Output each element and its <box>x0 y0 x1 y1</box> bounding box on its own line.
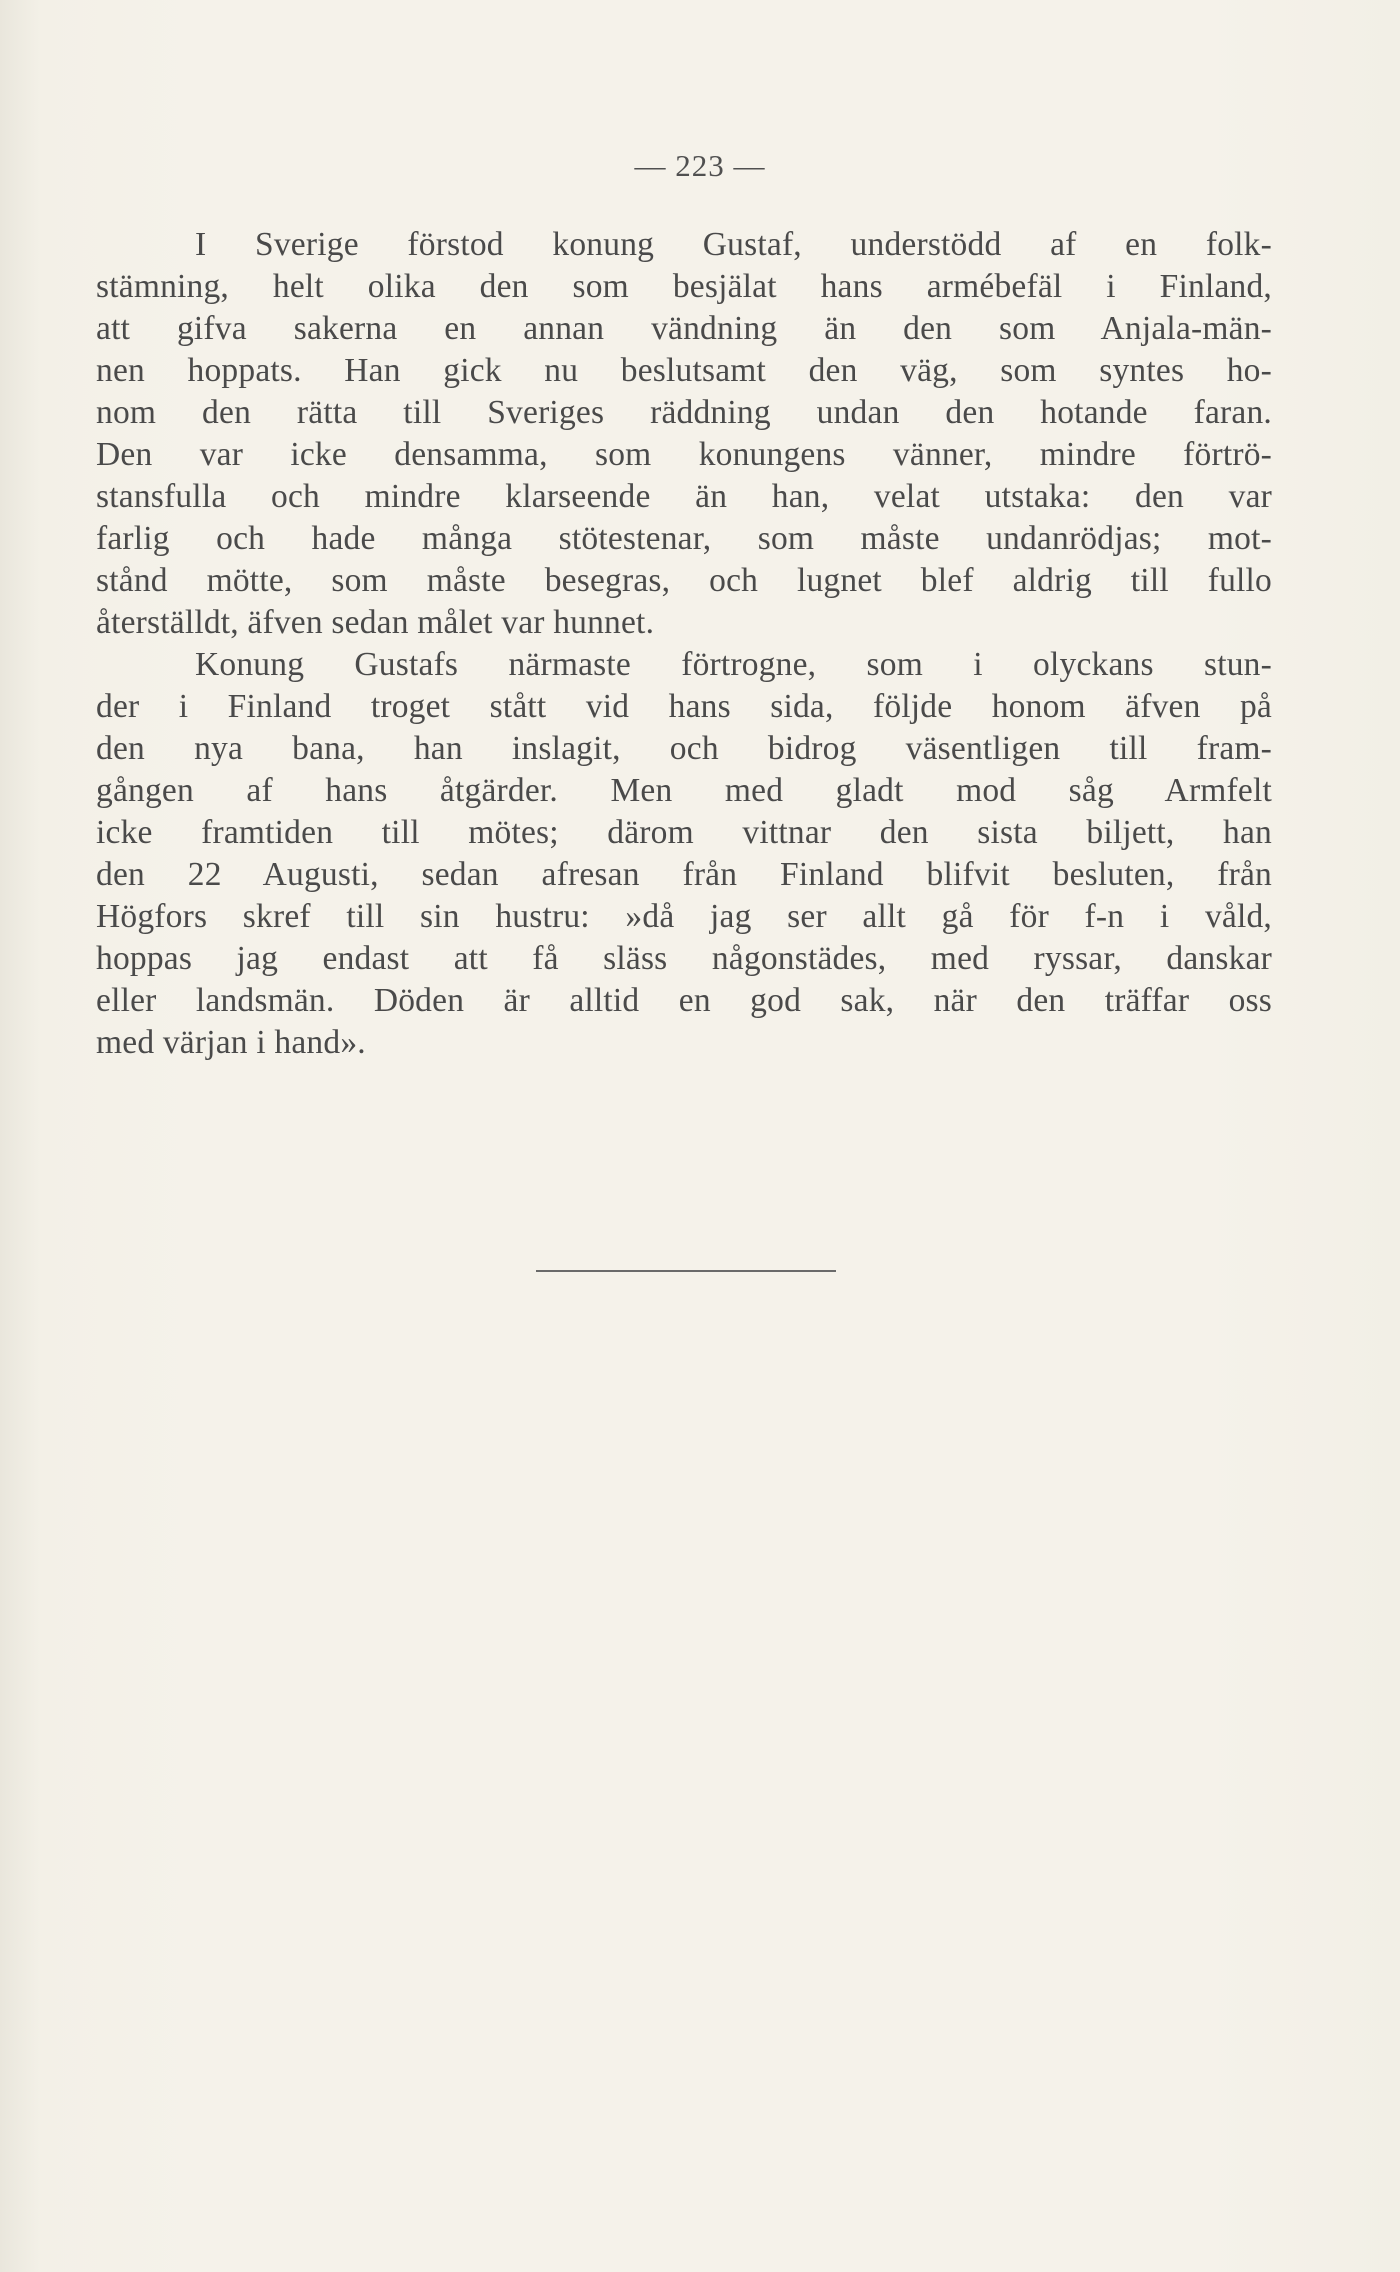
text-line: der i Finland troget stått vid hans sida, följde honom äfven på <box>96 688 1272 725</box>
text-line: Högfors skref till sin hustru: »då jag ser allt gå för f-n i våld, <box>96 898 1272 935</box>
text-line: hoppas jag endast att få släss någonstädes, med ryssar, danskar <box>96 940 1272 977</box>
text-line: Den var icke densamma, som konungens vänner, mindre förtrö- <box>96 436 1272 473</box>
body-text <box>96 224 1272 1064</box>
text-line: icke framtiden till mötes; därom vittnar den sista biljett, han <box>96 814 1272 851</box>
text-line: nom den rätta till Sveriges räddning undan den hotande faran. <box>96 394 1272 431</box>
page-number: — 223 — <box>634 148 766 183</box>
section-divider <box>536 1270 836 1272</box>
text-line: den 22 Augusti, sedan afresan från Finland blifvit besluten, från <box>96 856 1272 893</box>
text-line: gången af hans åtgärder. Men med gladt mod såg Armfelt <box>96 772 1272 809</box>
text-line: återställdt, äfven sedan målet var hunnet. <box>96 604 655 641</box>
text-line: stansfulla och mindre klarseende än han, velat utstaka: den var <box>96 478 1272 515</box>
text-line: eller landsmän. Döden är alltid en god sak, när den träffar oss <box>96 982 1272 1019</box>
text-line: nen hoppats. Han gick nu beslutsamt den väg, som syntes ho- <box>96 352 1272 389</box>
text-line: den nya bana, han inslagit, och bidrog väsentligen till fram- <box>96 730 1272 767</box>
text-line: med värjan i hand». <box>96 1024 366 1061</box>
text-line: farlig och hade många stötestenar, som måste undanrödjas; mot- <box>96 520 1272 557</box>
text-line: I Sverige förstod konung Gustaf, understödd af en folk- <box>195 226 1272 263</box>
text-line: stånd mötte, som måste besegras, och lugnet blef aldrig till fullo <box>96 562 1272 599</box>
text-line: Konung Gustafs närmaste förtrogne, som i olyckans stun- <box>195 646 1272 683</box>
text-line: att gifva sakerna en annan vändning än den som Anjala-män- <box>96 310 1272 347</box>
text-line: stämning, helt olika den som besjälat hans armébefäl i Finland, <box>96 268 1272 305</box>
